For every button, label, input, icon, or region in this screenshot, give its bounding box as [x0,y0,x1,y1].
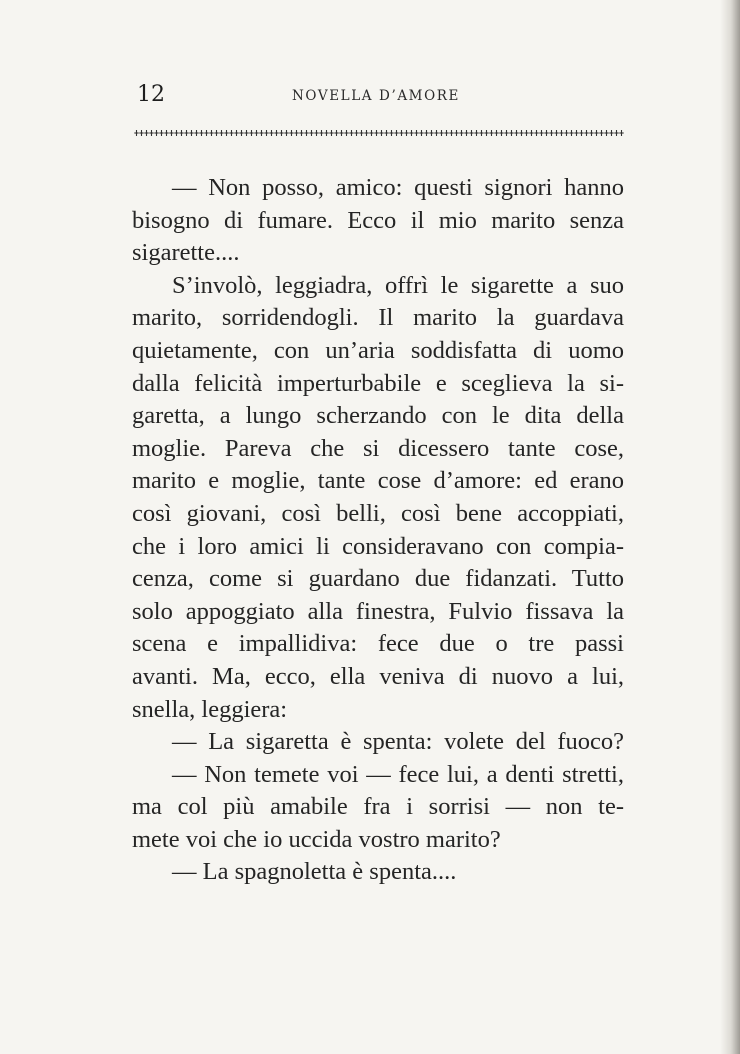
body-text [132,172,624,889]
text-line: avanti. Ma, ecco, ella veniva di nuovo a lui, [132,662,624,690]
page-edge-shadow [720,0,740,1054]
page-header [134,82,624,114]
text-line: bisogno di fumare. Ecco il mio marito senza [132,206,624,234]
text-line: garetta, a lungo scherzando con le dita della [132,402,624,430]
running-title: NOVELLA D’AMORE [292,88,460,104]
text-line: sigarette.... [132,239,240,267]
text-line: — Non posso, amico: questi signori hanno [172,174,624,201]
text-line: S’involò, leggiadra, offrì le sigarette a suo [172,271,624,299]
text-line: marito e moglie, tante cose d’amore: ed erano [132,467,624,495]
text-line: mete voi che io uccida vostro marito? [132,825,501,853]
text-line: scena e impallidiva: fece due o tre passi [132,630,624,658]
text-line: che i loro amici li consideravano con compia- [132,532,624,560]
text-line: — La sigaretta è spenta: volete del fuoco? [172,728,624,756]
page-number: 12 [137,82,165,107]
text-line: snella, leggiera: [132,695,288,723]
text-line: cenza, come si guardano due fidanzati. Tutto [132,565,624,593]
ornamental-rule [134,128,624,138]
text-line: dalla felicità imperturbabile e sceglieva la si- [132,369,624,397]
text-line: marito, sorridendogli. Il marito la guardava [132,304,624,332]
text-line: così giovani, così belli, così bene accoppiati, [132,499,624,527]
text-line: solo appoggiato alla finestra, Fulvio fissava la [132,597,624,625]
text-line: ma col più amabile fra i sorrisi — non te- [132,793,624,821]
text-line: — Non temete voi — fece lui, a denti stretti, [172,760,624,788]
text-line: — La spagnoletta è spenta.... [172,858,457,886]
text-line: quietamente, con un’aria soddisfatta di uomo [132,336,624,364]
text-line: moglie. Pareva che si dicessero tante cose, [132,434,624,462]
